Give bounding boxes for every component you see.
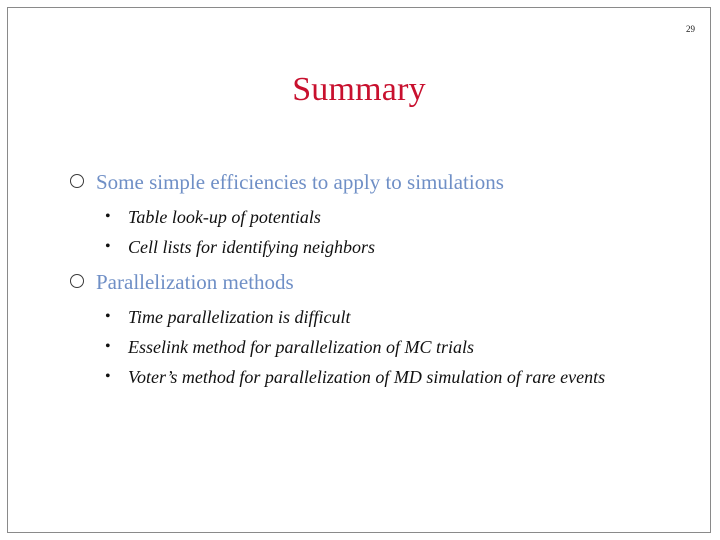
section-heading-parallelization [68,268,678,296]
slide-content [68,168,678,398]
bullet-dot-icon: • [105,238,111,255]
bullet-dot-icon: • [105,308,111,325]
list-item [68,204,678,230]
list-item-text: Esselink method for parallelization of MC trials [128,337,474,357]
list-item-text: Cell lists for identifying neighbors [128,237,375,257]
bullet-dot-icon: • [105,208,111,225]
list-item [68,234,678,260]
section-items-parallelization [68,304,678,390]
list-item-text: Time parallelization is difficult [128,307,351,327]
slide [7,7,711,533]
list-item [68,334,678,360]
slide-title: Summary [292,71,426,108]
section-items-efficiencies [68,204,678,260]
hollow-circle-icon [70,174,84,188]
list-item-text: Table look-up of potentials [128,207,321,227]
hollow-circle-icon [70,274,84,288]
list-item-text: Voter’s method for parallelization of MD simulation of rare events [128,367,606,387]
list-item [68,304,678,330]
section-heading-text: Some simple efficiencies to apply to simulations [96,170,504,194]
bullet-dot-icon: • [105,368,111,385]
bullet-dot-icon: • [105,338,111,355]
section-heading-text: Parallelization methods [96,270,294,294]
section-heading-efficiencies [68,168,678,196]
page-number: 29 [686,24,695,34]
list-item [68,364,678,390]
